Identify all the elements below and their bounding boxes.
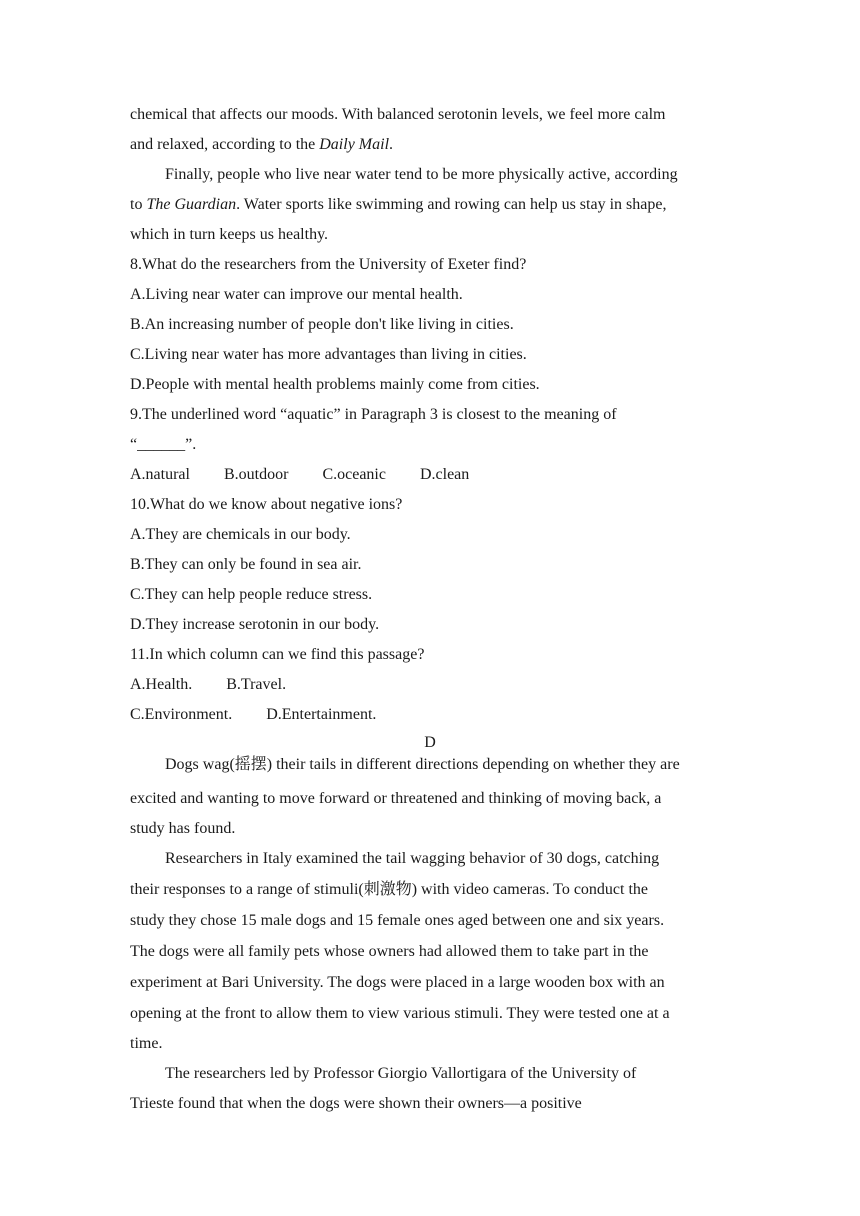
passage-d-line: time. xyxy=(130,1035,163,1052)
passage-c-line: and relaxed, according to the Daily Mail. xyxy=(130,136,394,153)
passage-d-line: excited and wanting to move forward or threatened and thinking of moving back, a xyxy=(130,790,662,807)
question-11-option-a: A.Health. xyxy=(130,676,193,693)
question-11-stem: 11.In which column can we find this passage? xyxy=(130,646,425,663)
question-10-option-c: C.They can help people reduce stress. xyxy=(130,586,373,603)
passage-d-heading: D xyxy=(424,734,436,751)
question-9-option-a: A.natural xyxy=(130,466,190,483)
document-page xyxy=(130,100,730,1119)
passage-c-line: chemical that affects our moods. With balanced serotonin levels, we feel more calm xyxy=(130,106,666,123)
question-9-stem: 9.The underlined word “aquatic” in Paragraph 3 is closest to the meaning of xyxy=(130,406,617,423)
question-8-option-c: C.Living near water has more advantages than living in cities. xyxy=(130,346,527,363)
passage-c-line: which in turn keeps us healthy. xyxy=(130,226,329,243)
question-11-option-c: C.Environment. xyxy=(130,706,233,723)
passage-d-line: The researchers led by Professor Giorgio Vallortigara of the University of xyxy=(165,1065,637,1082)
passage-d-line: Dogs wag(摇摆) their tails in different directions depending on whether they are xyxy=(165,756,680,773)
question-8-option-d: D.People with mental health problems mainly come from cities. xyxy=(130,376,540,393)
passage-d-line: experiment at Bari University. The dogs were placed in a large wooden box with an xyxy=(130,974,665,991)
passage-c-line: Finally, people who live near water tend to be more physically active, according xyxy=(165,166,678,183)
question-10-option-a: A.They are chemicals in our body. xyxy=(130,526,351,543)
passage-d-line: Trieste found that when the dogs were shown their owners—a positive xyxy=(130,1095,582,1112)
question-8-stem: 8.What do the researchers from the University of Exeter find? xyxy=(130,256,527,273)
passage-d-line: opening at the front to allow them to view various stimuli. They were tested one at a xyxy=(130,1005,670,1022)
question-8-option-a: A.Living near water can improve our mental health. xyxy=(130,286,463,303)
source-daily-mail: Daily Mail xyxy=(319,136,390,153)
question-9-options xyxy=(130,460,730,490)
question-11-option-b: B.Travel. xyxy=(226,676,287,693)
passage-c-line: to The Guardian. Water sports like swimming and rowing can help us stay in shape, xyxy=(130,196,667,213)
passage-d-line: study they chose 15 male dogs and 15 female ones aged between one and six years. xyxy=(130,912,665,929)
question-11-option-d: D.Entertainment. xyxy=(266,706,377,723)
passage-d-line: Researchers in Italy examined the tail wagging behavior of 30 dogs, catching xyxy=(165,850,660,867)
passage-d-line: The dogs were all family pets whose owners had allowed them to take part in the xyxy=(130,943,649,960)
question-11-options-row-2 xyxy=(130,700,730,730)
question-10-option-b: B.They can only be found in sea air. xyxy=(130,556,362,573)
question-9-option-d: D.clean xyxy=(419,466,470,483)
question-8-option-b: B.An increasing number of people don't like living in cities. xyxy=(130,316,514,333)
question-9-option-c: C.oceanic xyxy=(322,466,386,483)
question-11-options-row-1 xyxy=(130,670,730,700)
question-9-stem-continued: “______”. xyxy=(130,436,197,453)
passage-d-line: study has found. xyxy=(130,820,236,837)
question-10-option-d: D.They increase serotonin in our body. xyxy=(130,616,380,633)
question-10-stem: 10.What do we know about negative ions? xyxy=(130,496,403,513)
source-the-guardian: The Guardian xyxy=(146,196,237,213)
question-9-option-b: B.outdoor xyxy=(223,466,289,483)
passage-d-line: their responses to a range of stimuli(刺激物) with video cameras. To conduct the xyxy=(130,881,649,898)
